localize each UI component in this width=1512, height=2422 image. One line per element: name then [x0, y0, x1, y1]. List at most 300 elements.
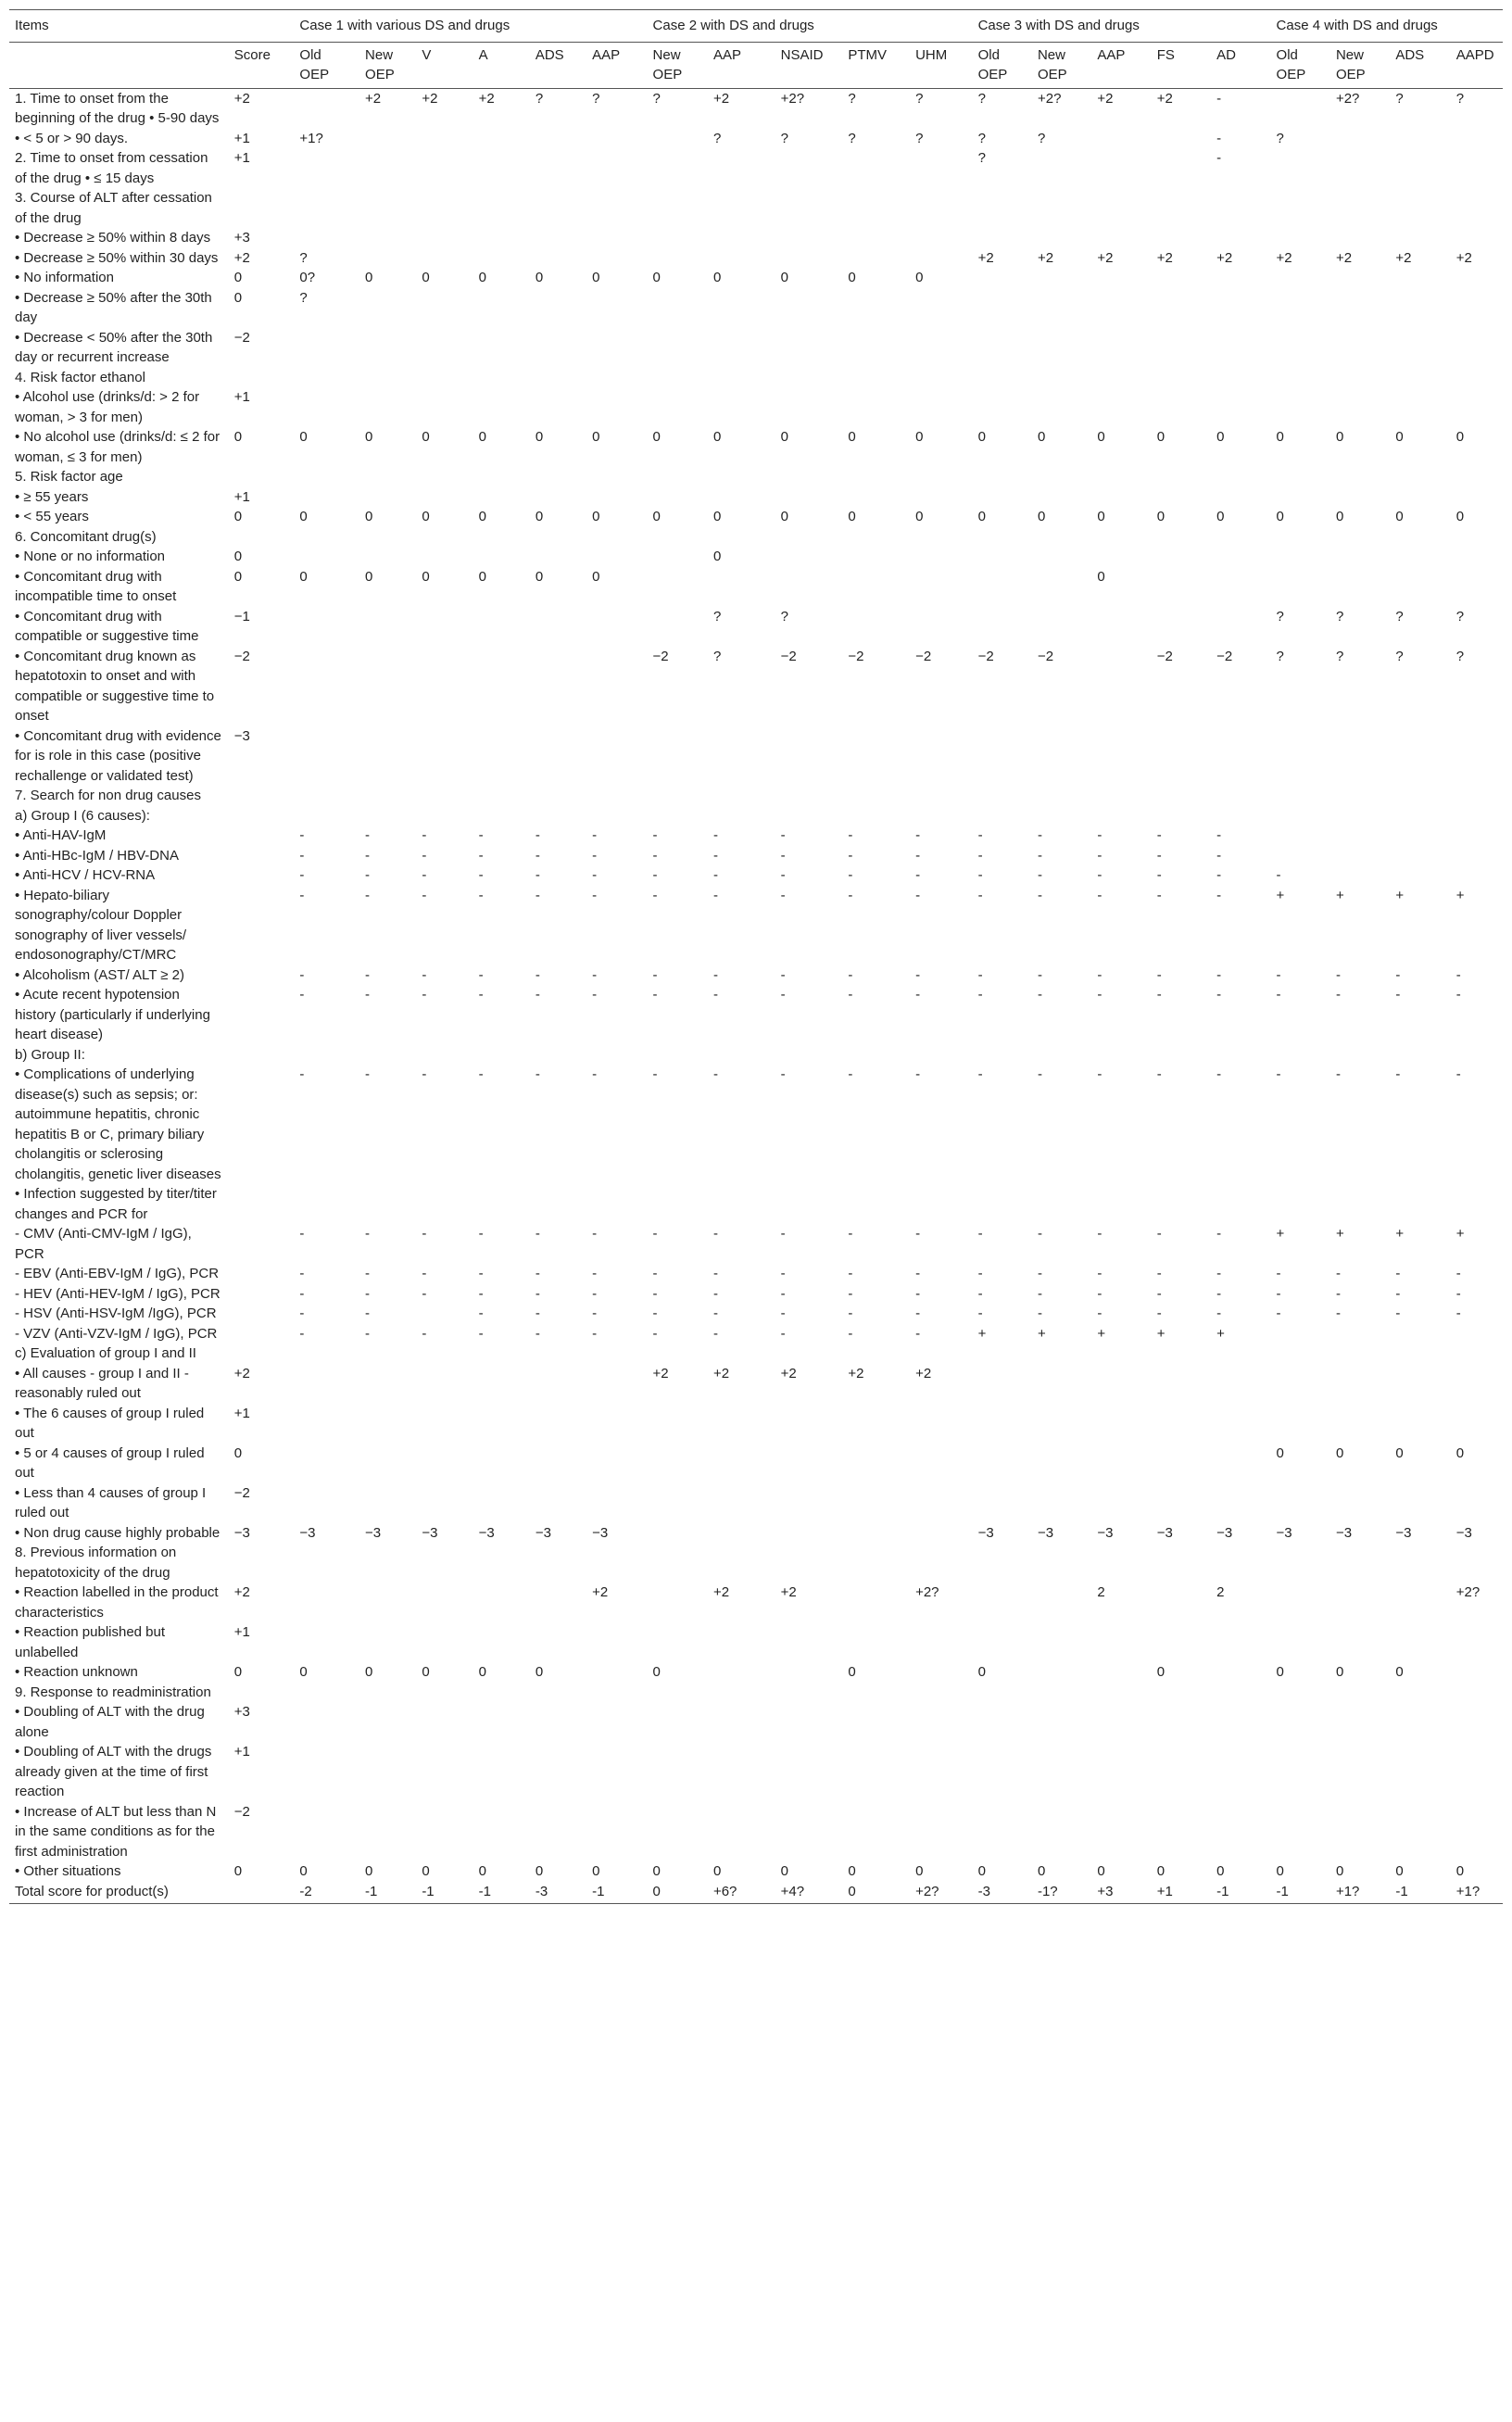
value-cell — [1330, 1802, 1390, 1862]
value-cell — [1032, 806, 1091, 826]
value-cell: - — [915, 1266, 921, 1281]
value-cell: - — [422, 1066, 427, 1082]
value-cell — [648, 1802, 708, 1862]
value-cell — [1091, 726, 1151, 787]
value-cell — [973, 547, 1032, 567]
value-cell — [842, 1404, 910, 1444]
value-cell: - — [365, 987, 371, 1003]
value-cell — [973, 1702, 1032, 1742]
value-cell — [586, 647, 647, 726]
value-cell — [359, 1683, 416, 1703]
value-cell — [910, 228, 973, 248]
value-cell — [416, 1742, 472, 1802]
value-cell: +2 — [1097, 90, 1114, 107]
value-cell — [1152, 806, 1211, 826]
value-cell: +2? — [1335, 90, 1360, 107]
value-cell: -1 — [359, 1882, 416, 1904]
value-cell: −3 — [1156, 1524, 1173, 1541]
value-cell: 0 — [977, 429, 986, 445]
value-cell: - — [365, 827, 371, 843]
value-cell — [1152, 1444, 1211, 1483]
value-cell: 0 — [592, 509, 600, 524]
value-cell: - — [712, 1306, 718, 1321]
value-cell — [973, 806, 1032, 826]
value-cell — [973, 188, 1032, 228]
value-cell — [775, 1444, 843, 1483]
value-cell: - — [299, 987, 305, 1003]
value-cell: - — [1037, 887, 1042, 903]
value-cell: ? — [712, 608, 722, 624]
value-cell — [973, 228, 1032, 248]
score-header: Score — [229, 42, 295, 88]
value-cell: - — [1037, 1285, 1042, 1302]
value-cell: ? — [977, 90, 986, 107]
value-cell: 0 — [1335, 1863, 1344, 1879]
value-cell — [775, 786, 843, 806]
value-cell: - — [592, 887, 598, 903]
value-cell: + — [1037, 1325, 1046, 1342]
value-cell — [1330, 726, 1390, 787]
value-cell: - — [1156, 1266, 1162, 1281]
score-cell: +1 — [233, 150, 250, 166]
value-cell: - — [1276, 987, 1281, 1003]
value-cell — [1152, 1404, 1211, 1444]
value-cell — [473, 527, 530, 548]
value-cell: 0 — [1216, 1863, 1225, 1879]
value-cell — [1152, 467, 1211, 487]
value-cell — [586, 387, 647, 427]
value-cell — [1152, 148, 1211, 188]
value-cell: - — [478, 867, 484, 883]
value-cell: 0 — [299, 1863, 308, 1879]
value-cell: 0 — [365, 1863, 373, 1879]
value-cell: - — [652, 1226, 658, 1242]
value-cell: +6? — [708, 1882, 775, 1904]
value-cell: −2 — [1037, 648, 1054, 664]
value-cell — [842, 1184, 910, 1224]
value-cell — [1390, 726, 1450, 787]
value-cell: - — [977, 867, 983, 883]
value-cell — [1271, 368, 1330, 388]
value-cell — [1032, 467, 1091, 487]
value-cell — [473, 188, 530, 228]
value-cell — [973, 1742, 1032, 1802]
value-cell: +2 — [1216, 249, 1233, 266]
value-cell: - — [478, 1266, 484, 1281]
value-cell: +2? — [1037, 90, 1062, 107]
value-cell — [416, 387, 472, 427]
value-cell — [530, 1343, 586, 1364]
value-cell — [530, 1364, 586, 1404]
value-cell: - — [1097, 1285, 1102, 1302]
table-row — [9, 1583, 1503, 1622]
value-cell — [473, 806, 530, 826]
value-cell: +2 — [1276, 249, 1292, 266]
value-cell: - — [422, 1266, 427, 1281]
value-cell: - — [1037, 1306, 1042, 1321]
value-cell: - — [977, 1285, 983, 1302]
value-cell — [910, 1802, 973, 1862]
value-cell: - — [780, 987, 786, 1003]
value-cell — [416, 148, 472, 188]
value-cell — [473, 1802, 530, 1862]
value-cell: - — [977, 1066, 983, 1082]
value-cell — [294, 1683, 359, 1703]
value-cell: 0 — [365, 568, 373, 585]
value-cell: - — [422, 887, 427, 903]
value-cell — [473, 1543, 530, 1583]
value-cell — [910, 1404, 973, 1444]
value-cell — [910, 1662, 973, 1683]
value-cell: - — [780, 1226, 786, 1242]
value-cell: 0 — [652, 270, 661, 285]
item-label: 7. Search for non drug causes — [15, 788, 201, 803]
score-cell: +2 — [233, 90, 250, 107]
value-cell: −3 — [977, 1524, 994, 1541]
value-cell — [530, 248, 586, 269]
value-cell: - — [478, 1306, 484, 1321]
value-cell — [586, 1662, 647, 1683]
value-cell — [775, 1622, 843, 1662]
value-cell — [1032, 1802, 1091, 1862]
value-cell — [416, 527, 472, 548]
value-cell: - — [1276, 1306, 1281, 1321]
value-cell — [1330, 1622, 1390, 1662]
value-cell: 0 — [652, 509, 661, 524]
value-cell: + — [1216, 1325, 1225, 1342]
score-cell: +1 — [233, 389, 250, 405]
value-cell: 0 — [977, 509, 986, 524]
value-cell: - — [592, 1066, 598, 1082]
value-cell — [1271, 846, 1330, 866]
item-label: - HSV (Anti-HSV-IgM /IgG), PCR — [15, 1306, 217, 1321]
value-cell: 0 — [848, 270, 856, 285]
value-cell: - — [1395, 1266, 1401, 1281]
value-cell — [1271, 328, 1330, 368]
value-cell — [416, 1444, 472, 1483]
value-cell: - — [1395, 1285, 1401, 1302]
value-cell: - — [915, 966, 921, 983]
value-cell — [1032, 1184, 1091, 1224]
value-cell — [973, 1404, 1032, 1444]
case-group-header: Case 4 with DS and drugs — [1271, 10, 1503, 43]
value-cell: 0 — [535, 429, 544, 445]
value-cell: + — [1276, 887, 1285, 903]
item-label: • Anti-HAV-IgM — [15, 827, 107, 843]
value-cell — [648, 726, 708, 787]
value-cell — [586, 467, 647, 487]
item-label: • Other situations — [15, 1863, 121, 1879]
value-cell — [1271, 1543, 1330, 1583]
table-row — [9, 148, 1503, 188]
value-cell: ? — [848, 90, 856, 107]
value-cell: - — [977, 1226, 983, 1242]
value-cell: 0 — [1395, 429, 1404, 445]
value-cell — [775, 188, 843, 228]
value-cell — [359, 487, 416, 508]
value-cell: - — [478, 1066, 484, 1082]
value-cell: 0 — [592, 568, 600, 585]
value-cell: - — [915, 987, 921, 1003]
value-cell — [294, 527, 359, 548]
value-cell: - — [1097, 1066, 1102, 1082]
table-row — [9, 1264, 1503, 1284]
value-cell: +2? — [780, 90, 805, 107]
value-cell — [359, 726, 416, 787]
value-cell: - — [848, 987, 853, 1003]
value-cell — [473, 726, 530, 787]
value-cell — [842, 487, 910, 508]
value-cell: + — [1156, 1325, 1166, 1342]
drug-column-header: A — [473, 42, 530, 88]
value-cell — [775, 726, 843, 787]
value-cell — [775, 1683, 843, 1703]
value-cell — [1211, 786, 1270, 806]
value-cell — [910, 1543, 973, 1583]
value-cell — [294, 1742, 359, 1802]
value-cell — [708, 1523, 775, 1544]
value-cell — [1390, 1364, 1450, 1404]
value-cell: 0 — [422, 568, 430, 585]
value-cell — [416, 1683, 472, 1703]
value-cell: - — [365, 1306, 371, 1321]
value-cell: 0 — [1395, 1863, 1404, 1879]
value-cell: - — [1276, 1285, 1281, 1302]
value-cell — [1390, 1543, 1450, 1583]
value-cell — [473, 1622, 530, 1662]
value-cell — [1152, 1683, 1211, 1703]
value-cell: - — [592, 966, 598, 983]
item-label: - CMV (Anti-CMV-IgM / IgG), PCR — [15, 1226, 192, 1262]
value-cell: 0 — [1455, 429, 1465, 445]
value-cell: + — [1276, 1226, 1285, 1242]
value-cell — [416, 288, 472, 328]
value-cell — [708, 387, 775, 427]
value-cell: - — [780, 1285, 786, 1302]
value-cell — [416, 1802, 472, 1862]
value-cell — [1451, 1045, 1503, 1066]
value-cell — [648, 1483, 708, 1523]
value-cell — [359, 387, 416, 427]
table-row — [9, 1284, 1503, 1305]
value-cell: ? — [977, 130, 986, 146]
value-cell — [1032, 387, 1091, 427]
value-cell: 0 — [712, 509, 722, 524]
value-cell: - — [915, 1325, 921, 1342]
value-cell — [842, 387, 910, 427]
item-label: • Anti-HBc-IgM / HBV-DNA — [15, 847, 179, 864]
value-cell — [416, 1583, 472, 1622]
value-cell: 0 — [712, 270, 722, 285]
value-cell: 0 — [1455, 1863, 1465, 1879]
score-cell: +2 — [233, 1584, 250, 1600]
value-cell: +2 — [1037, 249, 1054, 266]
value-cell — [1211, 328, 1270, 368]
table-row — [9, 527, 1503, 548]
value-cell — [973, 786, 1032, 806]
value-cell: +2 — [848, 1365, 864, 1381]
value-cell — [586, 1343, 647, 1364]
value-cell — [416, 1483, 472, 1523]
value-cell: 0 — [478, 1863, 486, 1879]
value-cell: ? — [915, 90, 924, 107]
value-cell: + — [977, 1325, 987, 1342]
value-cell — [1091, 1045, 1151, 1066]
item-label: a) Group I (6 causes): — [15, 807, 150, 824]
value-cell — [1152, 228, 1211, 248]
item-label: • Alcoholism (AST/ ALT ≥ 2) — [15, 966, 184, 983]
table-row — [9, 1702, 1503, 1742]
value-cell — [586, 607, 647, 647]
value-cell — [1390, 1583, 1450, 1622]
value-cell: 0 — [1395, 1664, 1404, 1680]
value-cell — [842, 467, 910, 487]
value-cell — [416, 647, 472, 726]
score-cell: 0 — [233, 1863, 243, 1879]
value-cell — [1032, 148, 1091, 188]
value-cell — [1152, 1802, 1211, 1862]
value-cell — [1152, 547, 1211, 567]
value-cell — [1032, 1702, 1091, 1742]
value-cell: - — [1216, 966, 1222, 983]
value-cell — [1451, 1404, 1503, 1444]
value-cell: - — [1097, 1226, 1102, 1242]
value-cell — [1451, 1662, 1503, 1683]
value-cell: - — [1335, 1066, 1341, 1082]
value-cell — [1271, 786, 1330, 806]
value-cell — [1451, 1683, 1503, 1703]
value-cell — [416, 129, 472, 149]
value-cell: - — [848, 1066, 853, 1082]
value-cell: - — [535, 1266, 540, 1281]
drug-column-header: New OEP — [1330, 42, 1390, 88]
item-label: • Doubling of ALT with the drugs already given at the time of first reaction — [15, 1744, 212, 1799]
value-cell: - — [1156, 1306, 1162, 1321]
value-cell: 0 — [478, 568, 486, 585]
value-cell — [359, 1802, 416, 1862]
score-cell — [229, 965, 295, 986]
value-cell: - — [592, 987, 598, 1003]
value-cell: - — [1097, 867, 1102, 883]
value-cell — [1330, 547, 1390, 567]
value-cell: - — [915, 827, 921, 843]
value-cell — [530, 726, 586, 787]
value-cell — [586, 1364, 647, 1404]
value-cell: 0 — [478, 509, 486, 524]
value-cell: - — [712, 1285, 718, 1302]
value-cell — [973, 1583, 1032, 1622]
score-cell: +2 — [233, 1365, 250, 1381]
value-cell — [842, 1343, 910, 1364]
value-cell — [1091, 487, 1151, 508]
value-cell: - — [1455, 1285, 1461, 1302]
value-cell — [842, 1702, 910, 1742]
value-cell — [648, 806, 708, 826]
value-cell — [910, 1742, 973, 1802]
value-cell — [1451, 467, 1503, 487]
item-label: • No information — [15, 270, 114, 285]
table-row — [9, 1523, 1503, 1544]
value-cell — [416, 467, 472, 487]
value-cell: - — [848, 1226, 853, 1242]
value-cell — [648, 567, 708, 607]
value-cell: 0 — [1216, 509, 1225, 524]
value-cell — [1451, 328, 1503, 368]
score-cell: +3 — [233, 1704, 250, 1720]
value-cell — [910, 368, 973, 388]
value-cell: + — [1395, 1226, 1405, 1242]
value-cell — [648, 786, 708, 806]
value-cell — [1152, 487, 1211, 508]
value-cell — [530, 228, 586, 248]
value-cell — [842, 368, 910, 388]
value-cell: - — [652, 867, 658, 883]
drug-column-header: Old OEP — [1271, 42, 1330, 88]
value-cell — [1330, 1583, 1390, 1622]
value-cell — [294, 368, 359, 388]
value-cell — [1032, 1742, 1091, 1802]
score-cell: 0 — [233, 549, 243, 564]
value-cell — [1451, 726, 1503, 787]
value-cell — [530, 1683, 586, 1703]
value-cell — [1451, 865, 1503, 886]
value-cell — [530, 148, 586, 188]
value-cell: - — [915, 1285, 921, 1302]
value-cell — [416, 248, 472, 269]
value-cell — [1330, 148, 1390, 188]
value-cell — [775, 1404, 843, 1444]
score-cell — [229, 1683, 295, 1703]
value-cell: +2 — [1097, 249, 1114, 266]
value-cell — [473, 607, 530, 647]
item-label: • < 55 years — [15, 509, 89, 524]
value-cell — [294, 1444, 359, 1483]
item-label: • < 5 or > 90 days. — [15, 130, 128, 146]
value-cell — [1271, 826, 1330, 846]
value-cell: -1 — [473, 1882, 530, 1904]
score-cell: +3 — [233, 230, 250, 246]
value-cell — [1271, 268, 1330, 288]
value-cell: - — [1455, 1066, 1461, 1082]
value-cell: + — [1335, 1226, 1344, 1242]
value-cell — [294, 1702, 359, 1742]
value-cell — [842, 1483, 910, 1523]
value-cell: 0 — [299, 1664, 308, 1680]
item-label: • ≥ 55 years — [15, 488, 89, 505]
item-label: • Hepato-biliary sonography/colour Doppler sonography of liver vessels/ endosonography/CT/MRC — [15, 887, 187, 963]
value-cell: 0 — [365, 509, 373, 524]
value-cell — [1211, 1444, 1270, 1483]
value-cell — [1390, 467, 1450, 487]
value-cell — [842, 188, 910, 228]
value-cell — [359, 1702, 416, 1742]
value-cell — [530, 387, 586, 427]
value-cell — [530, 1702, 586, 1742]
value-cell: - — [1037, 827, 1042, 843]
value-cell — [473, 328, 530, 368]
value-cell: - — [652, 1325, 658, 1342]
value-cell: - — [422, 966, 427, 983]
value-cell: - — [915, 1226, 921, 1242]
drug-column-header: NSAID — [775, 42, 843, 88]
value-cell: - — [1395, 966, 1401, 983]
item-label: • Increase of ALT but less than N in the same conditions as for the first administration — [15, 1803, 217, 1860]
value-cell — [1451, 567, 1503, 607]
value-cell: 0 — [478, 270, 486, 285]
table-row — [9, 1662, 1503, 1683]
value-cell: ? — [652, 90, 661, 107]
value-cell — [842, 607, 910, 647]
